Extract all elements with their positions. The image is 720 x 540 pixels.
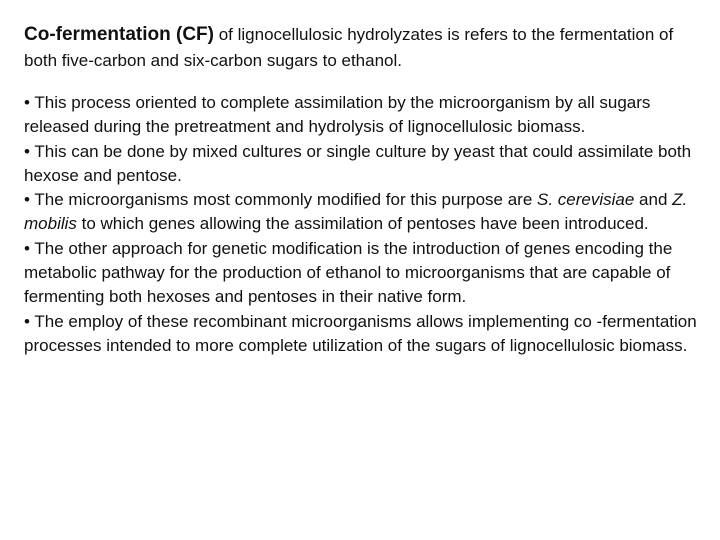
bullet-item-4: • The other approach for genetic modification is the introduction of genes encoding the metabolic pathway for the production of ethanol to microorganisms that are capable of fermenting both hexoses and pentoses in their native form. (24, 238, 673, 307)
bullet-text-after: to which genes allowing the assimilation of pentoses have been introduced. (76, 214, 649, 234)
species-name-z-mobilis: Z. mobilis (24, 190, 688, 234)
bullet-item-5: • The employ of these recombinant microorganisms allows implementing co -fermentation processes intended to more complete utilization of the sugars of lignocellulosic biomass. (24, 311, 697, 355)
bullet-text-middle: and (634, 190, 673, 210)
bullet-list (24, 91, 700, 358)
bullet-item-3 (24, 188, 700, 237)
intro-paragraph (24, 22, 700, 74)
bullet-text-before: • The microorganisms most commonly modified for this purpose are (24, 190, 537, 210)
bullet-item-1: • This process oriented to complete assimilation by the microorganism by all sugars released during the pretreatment and hydrolysis of lignocellulosic biomass. (24, 93, 651, 137)
slide-content (24, 22, 700, 358)
species-name-s-cerevisiae: S. cerevisiae (537, 190, 635, 210)
bullet-item-2: • This can be done by mixed cultures or single culture by yeast that could assimilate both hexose and pentose. (24, 141, 692, 185)
intro-term: Co-fermentation (CF) (24, 24, 214, 45)
intro-text: of lignocellulosic hydrolyzates is refers to the fermentation of both five-carbon and six-carbon sugars to ethanol. (24, 25, 674, 70)
